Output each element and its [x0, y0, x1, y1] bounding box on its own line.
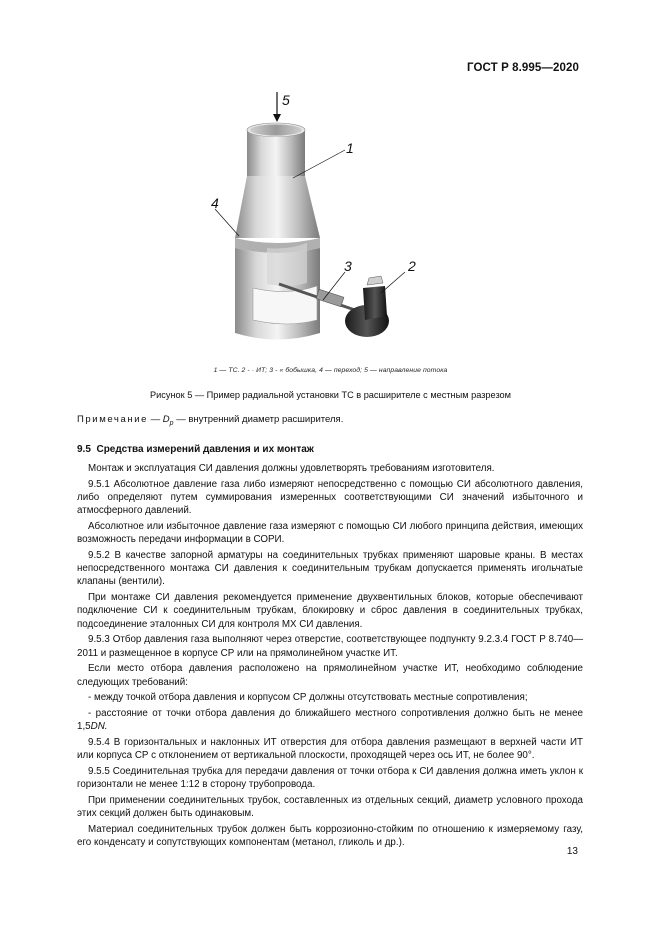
paragraph: Если место отбора давления расположено на прямолинейном участке ИТ, необходимо соблюдение следующих требований:: [77, 663, 583, 688]
note-label: Примечание: [77, 414, 148, 425]
dn-symbol: DN.: [90, 721, 108, 733]
note: [77, 414, 577, 427]
figure-label-1: 1: [346, 140, 354, 156]
figure-label-3: 3: [344, 258, 352, 274]
note-text: — внутренний диаметр расширителя.: [173, 414, 344, 425]
list-item: - между точкой отбора давления и корпусом СР должны отсутствовать местные сопротивления;: [88, 692, 528, 704]
paragraph: 9.5.3 Отбор давления газа выполняют через отверстие, соответствующее подпункту 9.2.3.4 ГОСТ Р 8.740—2011 и размещенное в корпусе СР или на прямолинейном участке ИТ.: [77, 634, 583, 659]
list-item-text: - расстояние от точки отбора давления до ближайшего местного сопротивления должно быть не менее 1,5: [77, 708, 583, 733]
figure-label-4: 4: [211, 195, 219, 211]
flow-arrow: [273, 92, 281, 122]
figure-label-5: 5: [282, 92, 290, 108]
paragraph: Материал соединительных трубок должен быть коррозионно-стойким по отношению к измеряемому газу, его конденсату и сопутствующих компонентам (метанол, гликоль и др.).: [77, 824, 583, 849]
figure-legend: 1 — ТС. 2 - · ИТ; 3 - « бобышка, 4 — переход; 5 — направление потока: [213, 367, 448, 374]
document-header: ГОСТ Р 8.995—2020: [467, 62, 579, 74]
paragraph: При применении соединительных трубок, составленных из отдельных секций, диаметр условного прохода этих секций должен быть одинаковым.: [77, 795, 583, 820]
list-item: [77, 707, 583, 733]
paragraph: 9.5.2 В качестве запорной арматуры на соединительных трубках применяют шаровые краны. В местах непосредственного монтажа СИ давления к соединительным трубкам допускается применять игольчатые клапаны (вентили).: [77, 550, 583, 588]
section-body: [77, 462, 583, 852]
paragraph: При монтаже СИ давления рекомендуется применение двухвентильных блоков, которые обеспечивают подключение СИ к соединительным трубкам, блокировку и сброс давления в соединительных трубках, подсоединение эталонных СИ для контроля МХ СИ давления.: [77, 592, 583, 630]
note-dash: —: [148, 414, 163, 425]
section-title: Средства измерений давления и их монтаж: [96, 444, 314, 455]
paragraph: 9.5.1 Абсолютное давление газа либо измеряют непосредственно с помощью СИ абсолютного давления, либо определяют путем суммирования измеренных соответствующими СИ значений избыточного и атмосферного давлений.: [77, 478, 583, 517]
paragraph: Монтаж и эксплуатация СИ давления должны удовлетворять требованиям изготовителя.: [88, 463, 495, 474]
note-subscript: р: [169, 419, 174, 427]
paragraph: Абсолютное или избыточное давление газа измеряют с помощью СИ любого принципа действия, имеющих возможность передачи информации в СОРИ.: [77, 521, 583, 546]
figure-caption: Рисунок 5 — Пример радиальной установки ТС в расширителе с местным разрезом: [150, 390, 511, 400]
paragraph: 9.5.4 В горизонтальных и наклонных ИТ отверстия для отбора давления размещают в верхней части ИТ или корпуса СР с отклонением от вертикальной плоскости, проходящей через ось ИТ, не более 90°.: [77, 737, 583, 762]
page-number: 13: [566, 846, 578, 857]
note-symbol: D: [162, 414, 170, 425]
figure-expander-illustration: [195, 88, 435, 358]
section-number: 9.5: [77, 444, 91, 455]
figure-label-2: 2: [408, 258, 416, 274]
section-heading: [77, 444, 314, 455]
paragraph: 9.5.5 Соединительная трубка для передачи давления от точки отбора к СИ давления должна иметь уклон к горизонтали не менее 1:12 в сторону трубопровода.: [77, 766, 583, 791]
